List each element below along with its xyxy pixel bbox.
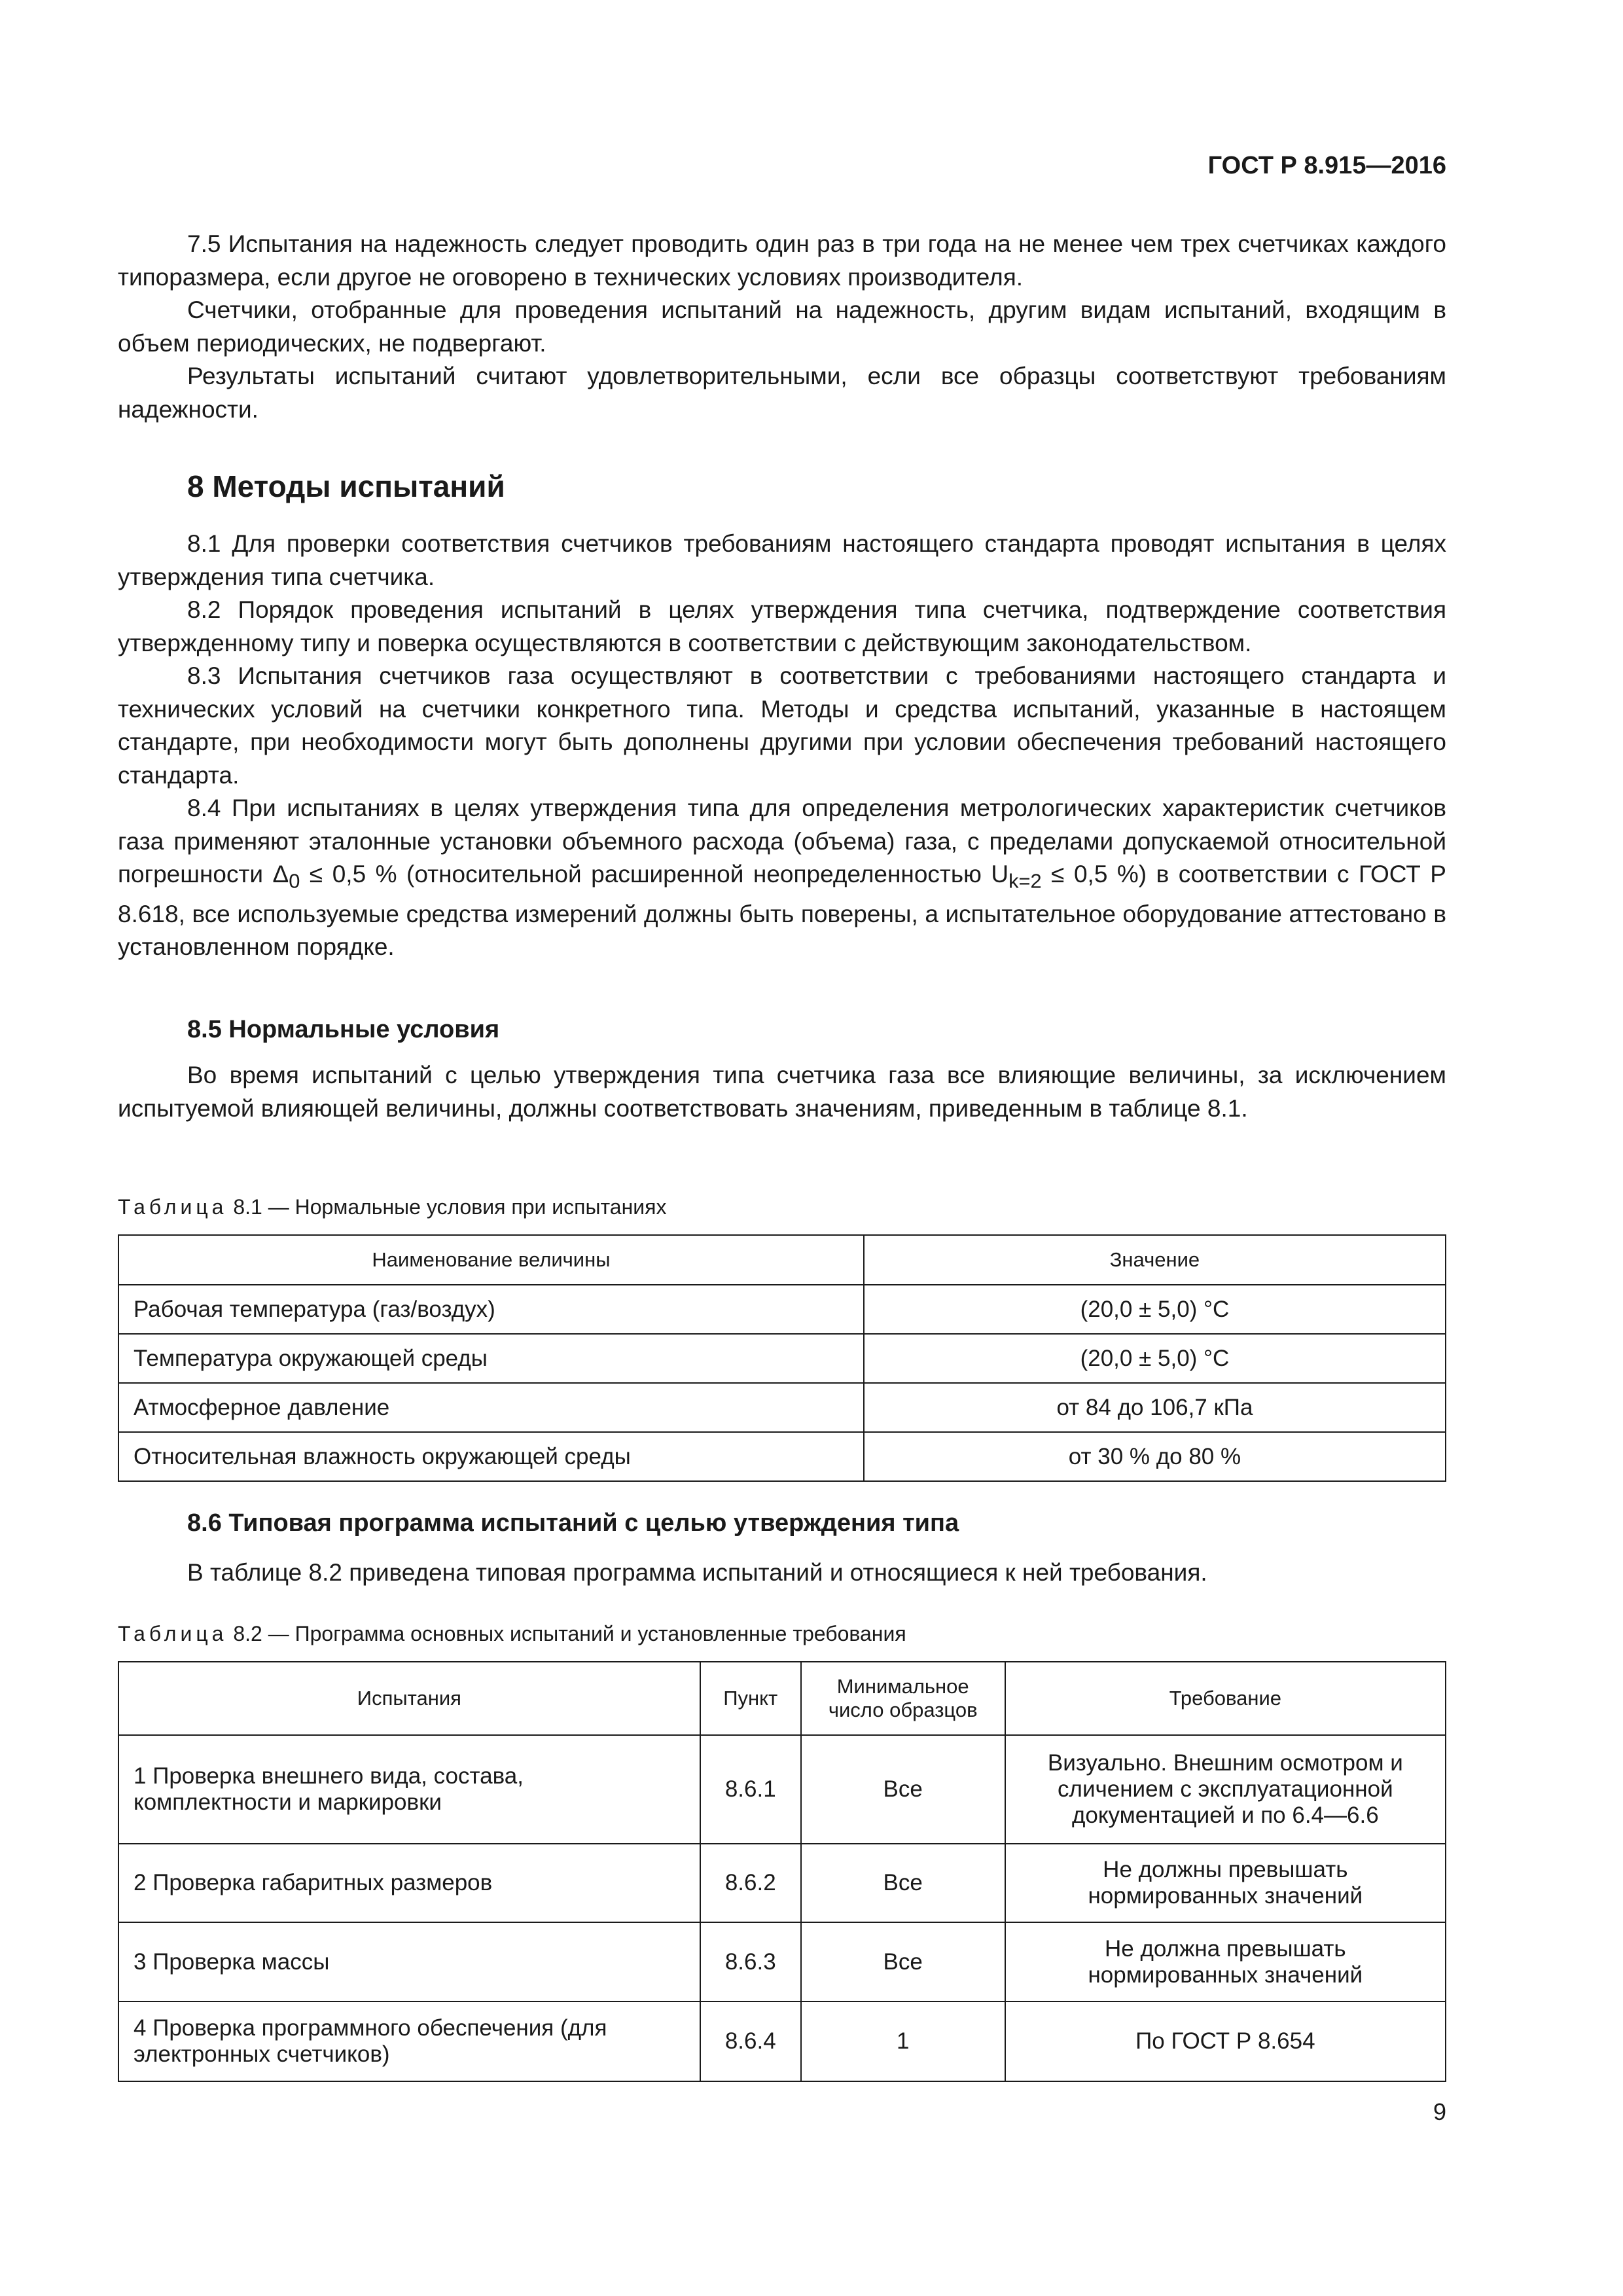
table-cell: По ГОСТ Р 8.654 (1005, 2001, 1446, 2081)
column-header: Требование (1005, 1662, 1446, 1735)
table-row (118, 1844, 1446, 1922)
table-caption: Таблица 8.1 — Нормальные условия при испытаниях (118, 1195, 667, 1219)
table-cell: 8.6.4 (700, 2001, 801, 2081)
table-normal-conditions (118, 1234, 1446, 1482)
table-row (118, 1735, 1446, 1844)
table-cell: 8.6.3 (700, 1922, 801, 2001)
paragraph: Во время испытаний с целью утверждения типа счетчика газа все влияющие величины, за исключением испытуемой влияющей величины, должны соответствовать значениям, приведенным в таблице 8.1. (118, 1062, 1446, 1122)
paragraph: 7.5 Испытания на надежность следует проводить один раз в три года на не менее чем трех счетчиках каждого типоразмера, если другое не оговорено в технических условиях производителя. (118, 230, 1446, 291)
table-row (118, 2001, 1446, 2081)
section-heading-8-5: 8.5 Нормальные условия (187, 1016, 500, 1043)
table-cell: Все (801, 1735, 1005, 1844)
table-cell: 2 Проверка габаритных размеров (118, 1844, 700, 1922)
section-8-5-body (118, 1059, 1446, 1125)
table-cell: Все (801, 1922, 1005, 2001)
table-header-row (118, 1235, 1446, 1285)
standard-code: ГОСТ Р 8.915—2016 (1207, 152, 1446, 179)
table-cell: Рабочая температура (газ/воздух) (118, 1285, 864, 1334)
column-header: Пункт (700, 1662, 801, 1735)
table-cell: (20,0 ± 5,0) °С (864, 1334, 1446, 1383)
paragraph: 8.3 Испытания счетчиков газа осуществляют в соответствии с требованиями настоящего стандарта и технических условий на счетчики конкретного типа. Методы и средства испытаний, указанные в настоящем стандарте, при необходимости могут быть дополнены другими при условии обеспечения требований настоящего стандарта. (118, 662, 1446, 789)
table-row (118, 1334, 1446, 1383)
paragraph: 8.2 Порядок проведения испытаний в целях утверждения типа счетчика, подтверждение соответствия утвержденному типу и поверка осуществляются в соответствии с действующим законодательством. (118, 596, 1446, 656)
table-caption: Таблица 8.2 — Программа основных испытаний и установленные требования (118, 1622, 906, 1645)
column-header: Минимальное число образцов (801, 1662, 1005, 1735)
table-row (118, 1383, 1446, 1432)
table-cell: Все (801, 1844, 1005, 1922)
table-cell: 3 Проверка массы (118, 1922, 700, 2001)
table-cell: 4 Проверка программного обеспечения (для электронных счетчиков) (118, 2001, 700, 2081)
table-cell: 1 Проверка внешнего вида, состава, комплектности и маркировки (118, 1735, 700, 1844)
table-cell: Температура окружающей среды (118, 1334, 864, 1383)
section-heading-8-6: 8.6 Типовая программа испытаний с целью утверждения типа (187, 1509, 959, 1537)
table-cell: 8.6.2 (700, 1844, 801, 1922)
section-heading-8: 8 Методы испытаний (187, 469, 505, 503)
section-7-5 (118, 228, 1446, 426)
table-cell: Атмосферное давление (118, 1383, 864, 1432)
table-header-row (118, 1662, 1446, 1735)
section-8-body (118, 528, 1446, 964)
section-8-6-body (118, 1556, 1446, 1590)
paragraph: Счетчики, отобранные для проведения испытаний на надежность, другим видам испытаний, входящим в объем периодических, не подвергают. (118, 296, 1446, 357)
table-cell: (20,0 ± 5,0) °С (864, 1285, 1446, 1334)
table-row (118, 1432, 1446, 1481)
table-row (118, 1285, 1446, 1334)
column-header: Наименование величины (118, 1235, 864, 1285)
table-row (118, 1922, 1446, 2001)
column-header: Значение (864, 1235, 1446, 1285)
table-cell: 1 (801, 2001, 1005, 2081)
table-test-program (118, 1661, 1446, 2082)
table-cell: 8.6.1 (700, 1735, 801, 1844)
table-cell: Не должны превышать нормированных значений (1005, 1844, 1446, 1922)
paragraph: 8.1 Для проверки соответствия счетчиков требованиям настоящего стандарта проводят испытания в целях утверждения типа счетчика. (118, 530, 1446, 590)
paragraph: В таблице 8.2 приведена типовая программа испытаний и относящиеся к ней требования. (187, 1559, 1207, 1586)
paragraph: Результаты испытаний считают удовлетворительными, если все образцы соответствуют требованиям надежности. (118, 363, 1446, 423)
table-cell: Визуально. Внешним осмотром и сличением с эксплуатационной документацией и по 6.4—6.6 (1005, 1735, 1446, 1844)
column-header: Испытания (118, 1662, 700, 1735)
paragraph: 8.4 При испытаниях в целях утверждения типа для определения метрологических характеристик счетчиков газа применяют эталонные установки объемного расхода (объема) газа, с пределами допускаемой относительной погрешности $\Delta_0 \le 0,5$ % (относительной расширенной неопределенностью $U_{k=2} \le 0,5$ %) в соответствии с ГОСТ Р 8.618, все используемые средства измерений должны быть поверены, а испытательное оборудование аттестовано в установленном порядке. (118, 795, 1446, 961)
table-cell: Не должна превышать нормированных значений (1005, 1922, 1446, 2001)
table-cell: от 84 до 106,7 кПа (864, 1383, 1446, 1432)
page-number: 9 (1433, 2098, 1446, 2125)
table-cell: Относительная влажность окружающей среды (118, 1432, 864, 1481)
table-cell: от 30 % до 80 % (864, 1432, 1446, 1481)
